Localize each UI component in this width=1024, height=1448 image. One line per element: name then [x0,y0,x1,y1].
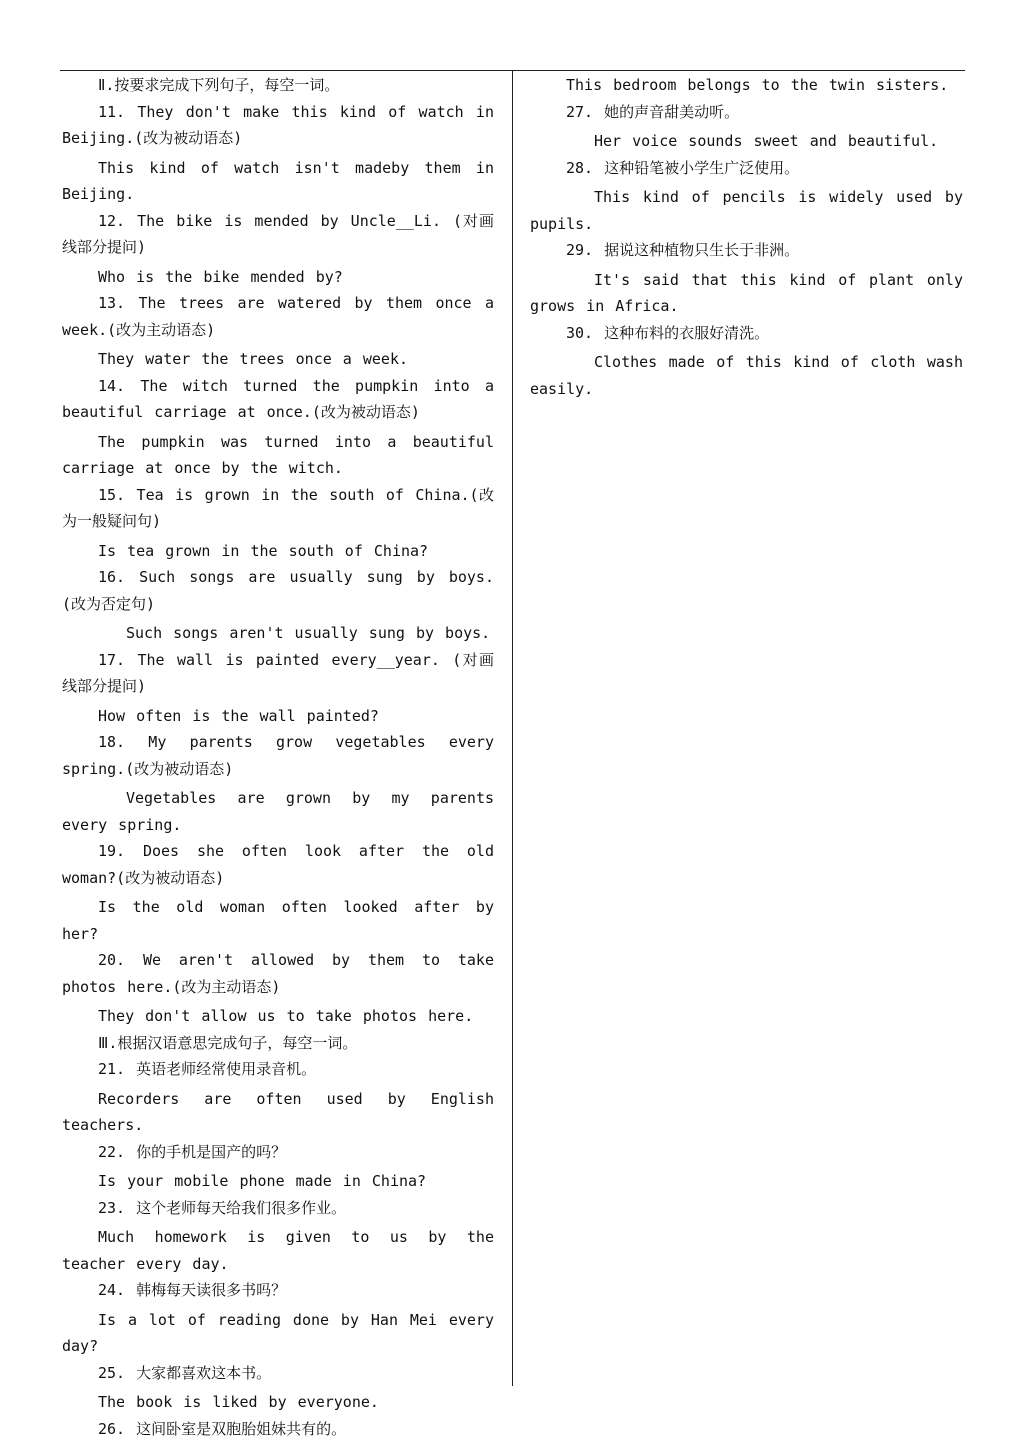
question-11: 11. They don't make this kind of watch in Beijing.(改为被动语态) [62,102,494,147]
question-21: 21. 英语老师经常使用录音机。 [98,1060,317,1078]
question-19: 19. Does she often look after the old woman?(改为被动语态) [62,842,494,887]
answer-15: Is tea grown in the south of China? [98,541,429,560]
answer-11: This kind of watch isn't madeby them in Beijing. [62,158,494,203]
question-23: 23. 这个老师每天给我们很多作业。 [98,1198,347,1217]
answer-24: Is a lot of reading done by Han Mei every day? [62,1310,494,1355]
question-13: 13. The trees are watered by them once a week.(改为主动语态) [62,294,494,339]
question-30: 30. 这种布料的衣服好清洗。 [566,323,770,342]
answer-23: Much homework is given to us by the teacher every day. [62,1228,494,1273]
answer-22: Is your mobile phone made in China? [98,1172,427,1190]
answer-19: Is the old woman often looked after by her? [62,898,494,943]
question-17: 17. The wall is painted every__year. (对画线部分提问) [62,650,494,695]
question-18: 18. My parents grow vegetables every spring.(改为被动语态) [62,733,494,778]
answer-28: This kind of pencils is widely used by pupils. [530,188,963,233]
question-22: 22. 你的手机是国产的吗？ [98,1142,287,1161]
answer-12: Who is the bike mended by? [98,267,343,286]
question-25: 25. 大家都喜欢这本书。 [98,1363,272,1382]
right-column [530,72,963,402]
answer-21: Recorders are often used by English teachers. [62,1089,494,1134]
answer-29: It's said that this kind of plant only grows in Africa. [530,270,963,315]
question-20: 20. We aren't allowed by them to take photos here.(改为主动语态) [62,951,494,996]
left-column [62,72,494,1442]
question-14: 14. The witch turned the pumpkin into a beautiful carriage at once.(改为被动语态) [62,376,494,421]
question-28: 28. 这种铅笔被小学生广泛使用。 [566,158,800,177]
answer-25: The book is liked by everyone. [98,1393,379,1411]
section-3-heading: Ⅲ.根据汉语意思完成句子，每空一词。 [98,1033,358,1052]
question-29: 29. 据说这种植物只生长于非洲。 [566,241,800,259]
answer-13: They water the trees once a week. [98,350,409,368]
answer-20: They don't allow us to take photos here. [98,1007,474,1025]
answer-27: Her voice sounds sweet and beautiful. [594,132,939,150]
answer-18: Vegetables are grown by my parents every spring. [62,789,494,834]
answer-30: Clothes made of this kind of cloth wash easily. [530,353,963,398]
question-12: 12. The bike is mended by Uncle__Li. (对画线部分提问) [62,211,494,256]
question-24: 24. 韩梅每天读很多书吗？ [98,1281,287,1299]
answer-14: The pumpkin was turned into a beautiful carriage at once by the witch. [62,432,494,477]
question-27: 27. 她的声音甜美动听。 [566,102,740,121]
section-2-heading: Ⅱ.按要求完成下列句子，每空一词。 [98,76,340,94]
answer-16: Such songs aren't usually sung by boys. [126,624,491,642]
column-divider [512,70,513,1386]
question-16: 16. Such songs are usually sung by boys.(改为否定句) [62,568,494,613]
answer-26: This bedroom belongs to the twin sisters. [566,76,949,94]
question-26: 26. 这间卧室是双胞胎姐妹共有的。 [98,1419,347,1438]
answer-17: How often is the wall painted? [98,706,379,725]
question-15: 15. Tea is grown in the south of China.(改为一般疑问句) [62,485,494,530]
